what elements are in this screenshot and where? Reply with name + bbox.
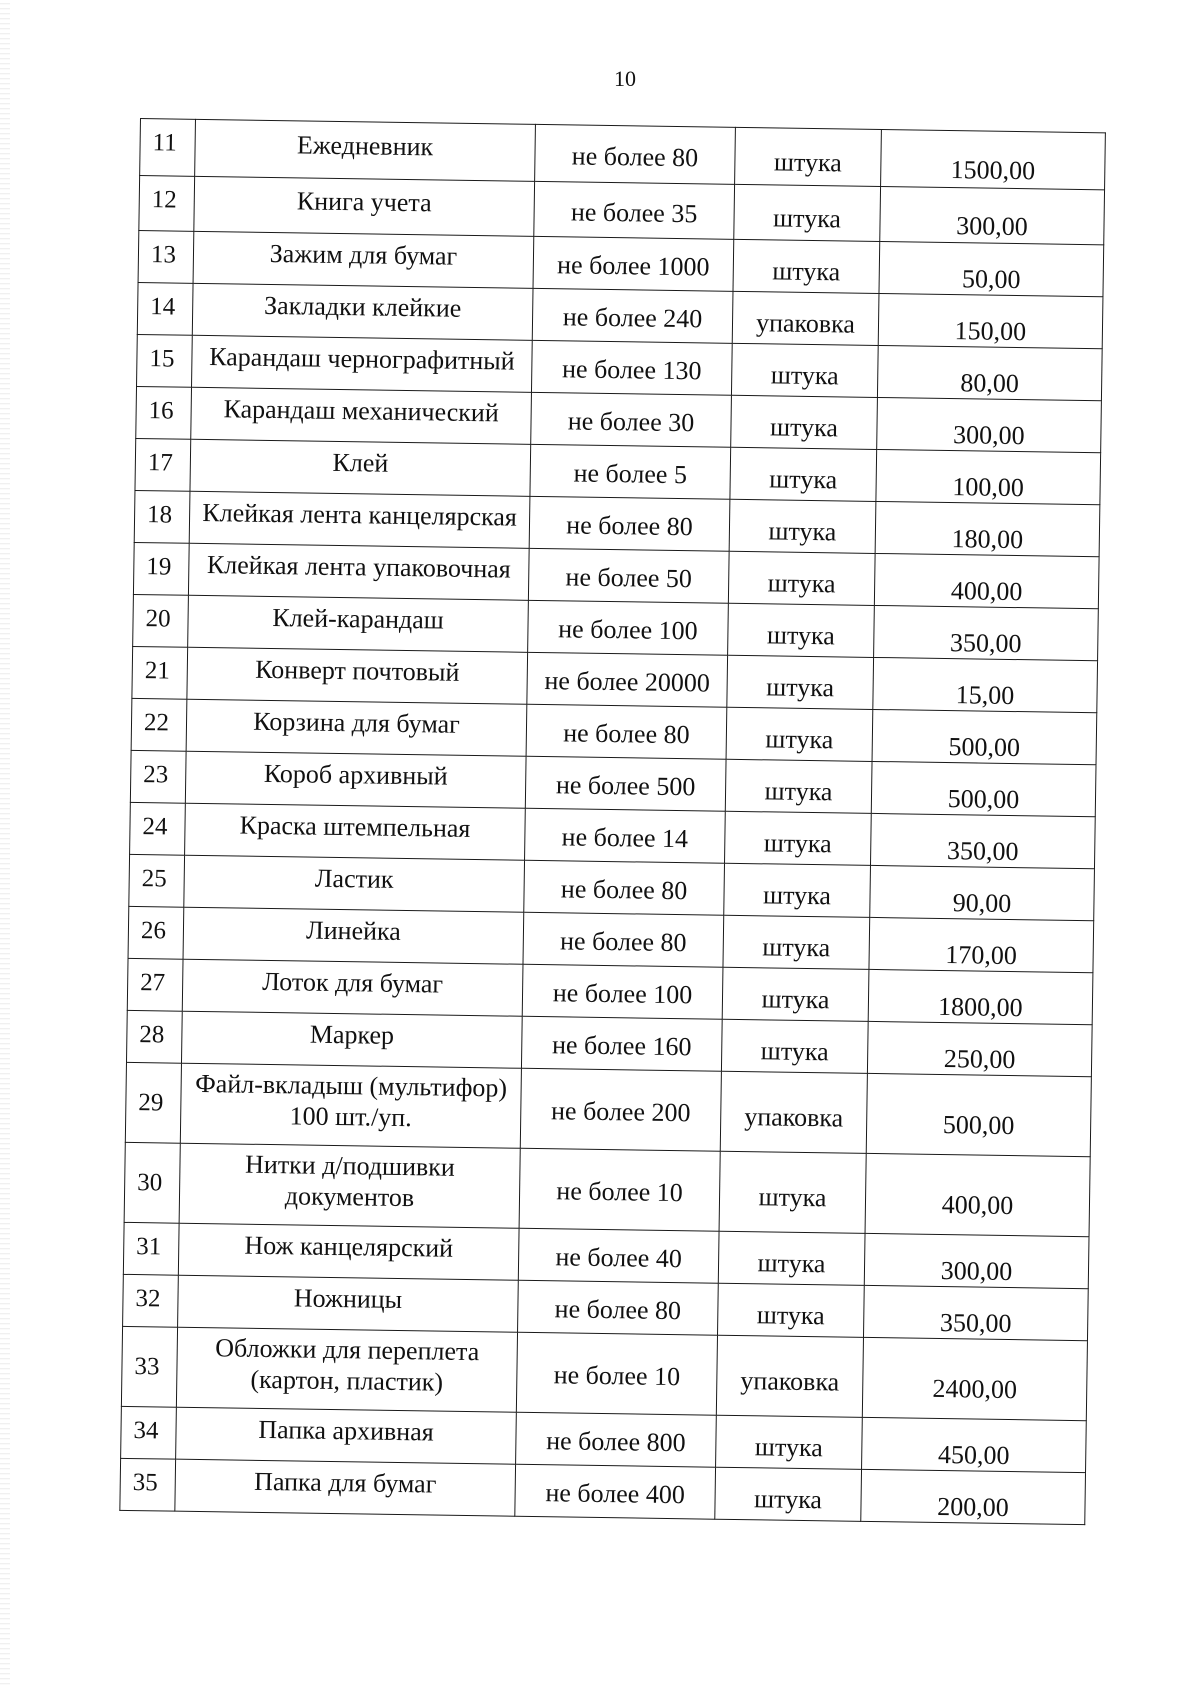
price-cell: 1500,00 [881, 129, 1106, 189]
price-cell: 90,00 [870, 865, 1095, 920]
row-number-cell: 27 [127, 958, 183, 1011]
unit-cell: штука [735, 127, 882, 186]
price-cell: 170,00 [869, 917, 1094, 972]
quantity-cell: не более 240 [532, 288, 733, 343]
price-cell: 1800,00 [868, 969, 1093, 1024]
row-number-cell: 24 [130, 802, 186, 855]
price-cell: 100,00 [876, 449, 1101, 504]
unit-cell: штука [723, 915, 870, 969]
quantity-cell: не более 30 [531, 392, 732, 447]
price-cell: 350,00 [874, 605, 1099, 660]
item-name-cell: Карандаш чернографитный [192, 335, 533, 392]
quantity-cell: не более 100 [522, 964, 723, 1019]
quantity-cell: не более 130 [531, 340, 732, 395]
item-name-cell: Ежедневник [195, 119, 536, 181]
price-cell: 80,00 [877, 345, 1102, 400]
price-cell: 300,00 [864, 1233, 1089, 1288]
unit-cell: штука [728, 551, 875, 605]
row-number-cell: 20 [133, 594, 189, 647]
price-cell: 500,00 [872, 709, 1097, 764]
row-number-cell: 15 [137, 334, 193, 387]
row-number-cell: 11 [140, 119, 196, 177]
item-name-cell: Папка для бумаг [175, 1459, 516, 1516]
unit-cell: штука [727, 655, 874, 709]
unit-cell: штука [731, 343, 878, 397]
table-row [125, 1062, 1091, 1156]
supplies-table-wrapper [119, 118, 1105, 1525]
table-body [120, 119, 1106, 1525]
price-cell: 15,00 [873, 657, 1098, 712]
quantity-cell: не более 100 [528, 600, 729, 655]
row-number-cell: 28 [126, 1010, 182, 1063]
quantity-cell: не более 80 [535, 124, 736, 184]
item-name-cell: Короб архивный [185, 751, 526, 808]
table-row [124, 1142, 1090, 1236]
row-number-cell: 12 [139, 176, 195, 232]
unit-cell: штука [725, 759, 872, 813]
unit-cell: штука [719, 1151, 866, 1233]
unit-cell: штука [725, 811, 872, 865]
price-cell: 350,00 [863, 1285, 1088, 1340]
unit-cell: штука [728, 603, 875, 657]
item-name-cell: Клей-карандаш [188, 595, 529, 652]
row-number-cell: 16 [136, 386, 192, 439]
item-name-cell: Нож канцелярский [178, 1223, 519, 1280]
item-name-cell: Зажим для бумаг [193, 231, 534, 288]
quantity-cell: не более 1000 [533, 236, 734, 291]
row-number-cell: 22 [131, 698, 187, 751]
price-cell: 450,00 [862, 1417, 1087, 1472]
item-name-cell: Лоток для бумаг [182, 959, 523, 1016]
item-name-cell: Маркер [181, 1011, 522, 1068]
quantity-cell: не более 20000 [527, 652, 728, 707]
item-name-cell: Ластик [184, 855, 525, 912]
unit-cell: штука [721, 1019, 868, 1073]
table-row [121, 1326, 1087, 1420]
quantity-cell: не более 14 [525, 808, 726, 863]
quantity-cell: не более 35 [534, 181, 735, 239]
price-cell: 400,00 [874, 553, 1099, 608]
item-name-cell: Обложки для переплета (картон, пластик) [176, 1327, 517, 1412]
row-number-cell: 33 [121, 1326, 177, 1407]
item-name-cell: Клейкая лента канцелярская [189, 491, 530, 548]
row-number-cell: 32 [123, 1274, 179, 1327]
price-cell: 300,00 [877, 397, 1102, 452]
row-number-cell: 19 [133, 542, 189, 595]
price-cell: 350,00 [870, 813, 1095, 868]
unit-cell: штука [718, 1231, 865, 1285]
item-name-cell: Файл-вкладыш (мультифор) 100 шт./уп. [180, 1063, 521, 1148]
unit-cell: штука [724, 863, 871, 917]
quantity-cell: не более 50 [528, 548, 729, 603]
quantity-cell: не более 5 [530, 444, 731, 499]
item-name-cell: Клейкая лента упаковочная [188, 543, 529, 600]
item-name-cell: Нитки д/подшивки документов [179, 1143, 520, 1228]
price-cell: 250,00 [867, 1021, 1092, 1076]
quantity-cell: не более 10 [516, 1332, 717, 1415]
unit-cell: штука [729, 499, 876, 553]
quantity-cell: не более 500 [525, 756, 726, 811]
unit-cell: штука [734, 184, 881, 241]
row-number-cell: 17 [135, 438, 191, 491]
quantity-cell: не более 80 [526, 704, 727, 759]
item-name-cell: Линейка [183, 907, 524, 964]
quantity-cell: не более 80 [523, 912, 724, 967]
row-number-cell: 29 [125, 1062, 181, 1143]
row-number-cell: 18 [134, 490, 190, 543]
quantity-cell: не более 400 [515, 1464, 716, 1519]
unit-cell: упаковка [732, 291, 879, 345]
row-number-cell: 21 [132, 646, 188, 699]
row-number-cell: 25 [129, 854, 185, 907]
price-cell: 50,00 [879, 241, 1104, 296]
unit-cell: штука [726, 707, 873, 761]
quantity-cell: не более 80 [518, 1280, 719, 1335]
price-cell: 180,00 [875, 501, 1100, 556]
unit-cell: штука [733, 239, 880, 293]
quantity-cell: не более 160 [521, 1016, 722, 1071]
row-number-cell: 26 [128, 906, 184, 959]
unit-cell: штука [731, 395, 878, 449]
unit-cell: штука [716, 1415, 863, 1469]
quantity-cell: не более 200 [520, 1068, 721, 1151]
item-name-cell: Карандаш механический [191, 387, 532, 444]
unit-cell: упаковка [716, 1335, 863, 1417]
price-cell: 2400,00 [862, 1337, 1087, 1420]
item-name-cell: Краска штемпельная [185, 803, 526, 860]
quantity-cell: не более 80 [529, 496, 730, 551]
price-cell: 150,00 [878, 293, 1103, 348]
item-name-cell: Ножницы [178, 1275, 519, 1332]
row-number-cell: 13 [138, 230, 194, 283]
item-name-cell: Закладки клейкие [192, 283, 533, 340]
unit-cell: штука [715, 1467, 862, 1521]
item-name-cell: Конверт почтовый [187, 647, 528, 704]
price-cell: 200,00 [861, 1469, 1086, 1524]
item-name-cell: Клей [190, 439, 531, 496]
price-cell: 300,00 [880, 186, 1105, 244]
quantity-cell: не более 800 [516, 1412, 717, 1467]
scan-edge-noise [0, 0, 10, 1686]
quantity-cell: не более 40 [518, 1228, 719, 1283]
row-number-cell: 30 [124, 1142, 180, 1223]
row-number-cell: 14 [137, 282, 193, 335]
row-number-cell: 34 [121, 1406, 177, 1459]
quantity-cell: не более 80 [524, 860, 725, 915]
price-cell: 500,00 [866, 1073, 1091, 1156]
unit-cell: упаковка [720, 1071, 867, 1153]
unit-cell: штука [722, 967, 869, 1021]
price-cell: 400,00 [865, 1153, 1090, 1236]
price-cell: 500,00 [871, 761, 1096, 816]
page-number: 10 [614, 66, 636, 91]
supplies-table [119, 118, 1106, 1525]
row-number-cell: 31 [123, 1222, 179, 1275]
quantity-cell: не более 10 [519, 1148, 720, 1231]
item-name-cell: Корзина для бумаг [186, 699, 527, 756]
row-number-cell: 23 [130, 750, 186, 803]
unit-cell: штука [730, 447, 877, 501]
row-number-cell: 35 [120, 1458, 176, 1511]
item-name-cell: Папка архивная [176, 1407, 517, 1464]
item-name-cell: Книга учета [194, 176, 535, 236]
unit-cell: штука [718, 1283, 865, 1337]
